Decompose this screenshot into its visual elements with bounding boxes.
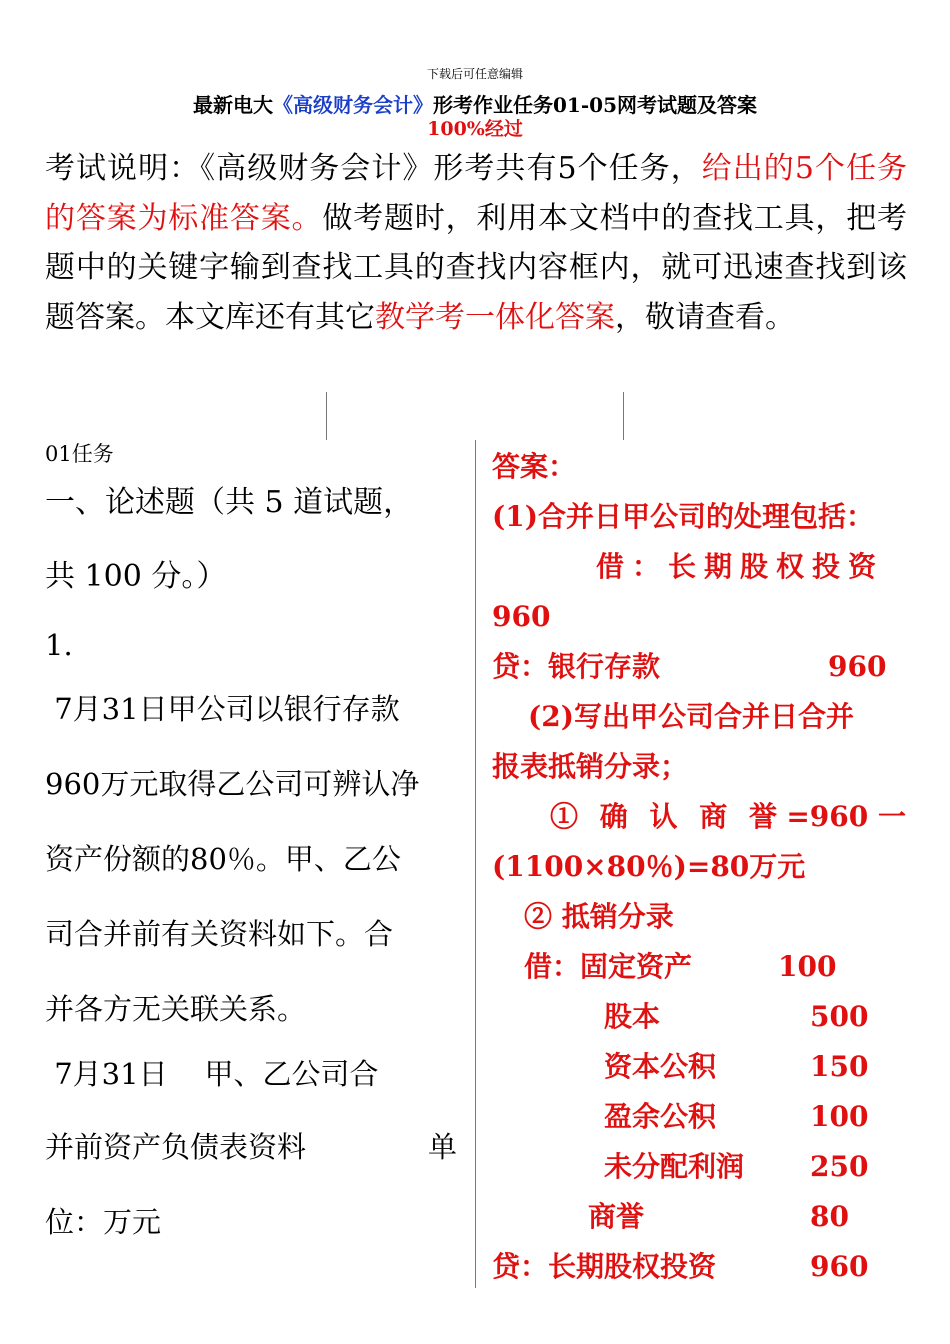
entry-label: 未分配利润 [604,1150,745,1183]
question-body-line: 7月31日甲公司以银行存款 [45,692,400,726]
question-body-line: 960万元取得乙公司可辨认净 [45,767,420,801]
entry-label: 商誉 [588,1200,645,1233]
title-course: 《高级财务会计》 [273,93,434,117]
intro-part2: 给出的5个任务的答案为标准答案。 [45,151,907,236]
entry-amount: 80 [810,1200,849,1233]
goodwill-line1 [550,798,906,836]
entry-amount: 250 [810,1150,869,1183]
column-divider [475,440,476,1288]
credit1-amount: 960 [828,650,887,683]
entry-label: 借：固定资产 [524,950,693,983]
document-title [0,92,950,118]
entry-label: 股本 [604,1000,661,1033]
intro-part5: ，敬请查看。 [615,299,795,335]
entry-amount: 150 [810,1050,869,1083]
intro-part1: 考试说明：《高级财务会计》形考共有5个任务， [45,151,702,186]
section-title-line1: 一、论述题（共 5 道试题， [45,485,414,520]
intro-part3: 做考题时，利用本文档中的查找工具，把考题中的关键字输到查找工具的查找内容框内，就可迅速查找到该题答案。本文库还有其它 [45,200,908,335]
table-caption-right: 单 [427,1130,457,1164]
entry-label: 盈余公积 [604,1100,717,1133]
table-caption-line1: 7月31日 甲、乙公司合 [45,1057,379,1091]
divider-short-right [623,392,624,440]
divider-short-left [326,392,327,440]
table-caption-line2 [45,1128,457,1166]
goodwill-formula-start: =960 一 [786,800,906,833]
question-number: 1. [45,628,73,662]
entry-amount: 100 [810,1100,869,1133]
debit1-amount: 960 [492,600,551,633]
title-suffix: 形考作业任务01-05网考试题及答案 [433,93,757,117]
credit1-label: 贷：银行存款 [492,650,661,683]
entry-amount: 500 [810,1000,869,1033]
entry-label: 资本公积 [604,1050,717,1083]
intro-part4: 教学考一体化答案 [375,299,615,335]
question-body-line: 资产份额的80％。甲、乙公 [45,842,401,876]
elimination-title: ② 抵销分录 [524,900,674,933]
goodwill-label: ① 确 认 商 誉 [550,800,783,833]
top-note: 下载后可任意编辑 [426,67,523,81]
entry-amount: 100 [778,950,837,983]
entry-label: 贷：长期股权投资 [492,1250,717,1283]
title-prefix: 最新电大 [193,93,274,117]
table-caption-line3: 位：万元 [45,1205,162,1239]
goodwill-line2: (1100×80％)=80万元 [492,850,806,883]
answer-step2-line1: (2)写出甲公司合并日合并 [528,700,854,733]
answer-step1: (1)合并日甲公司的处理包括： [492,500,874,533]
answer-heading: 答案： [492,450,577,483]
entry-amount: 960 [810,1250,869,1283]
question-body-line: 司合并前有关资料如下。合 [45,917,394,951]
task-label: 01任务 [45,442,114,466]
exam-instructions [45,144,907,342]
debit1-label: 借：长期股权投资 [596,550,885,583]
table-caption-left: 并前资产负债表资料 [45,1130,307,1164]
answer-step2-line2: 报表抵销分录； [492,750,689,783]
section-title-line2: 共 100 分。） [45,559,227,594]
document-subtitle: 100%经过 [427,118,523,140]
question-body-line: 并各方无关联关系。 [45,992,307,1026]
